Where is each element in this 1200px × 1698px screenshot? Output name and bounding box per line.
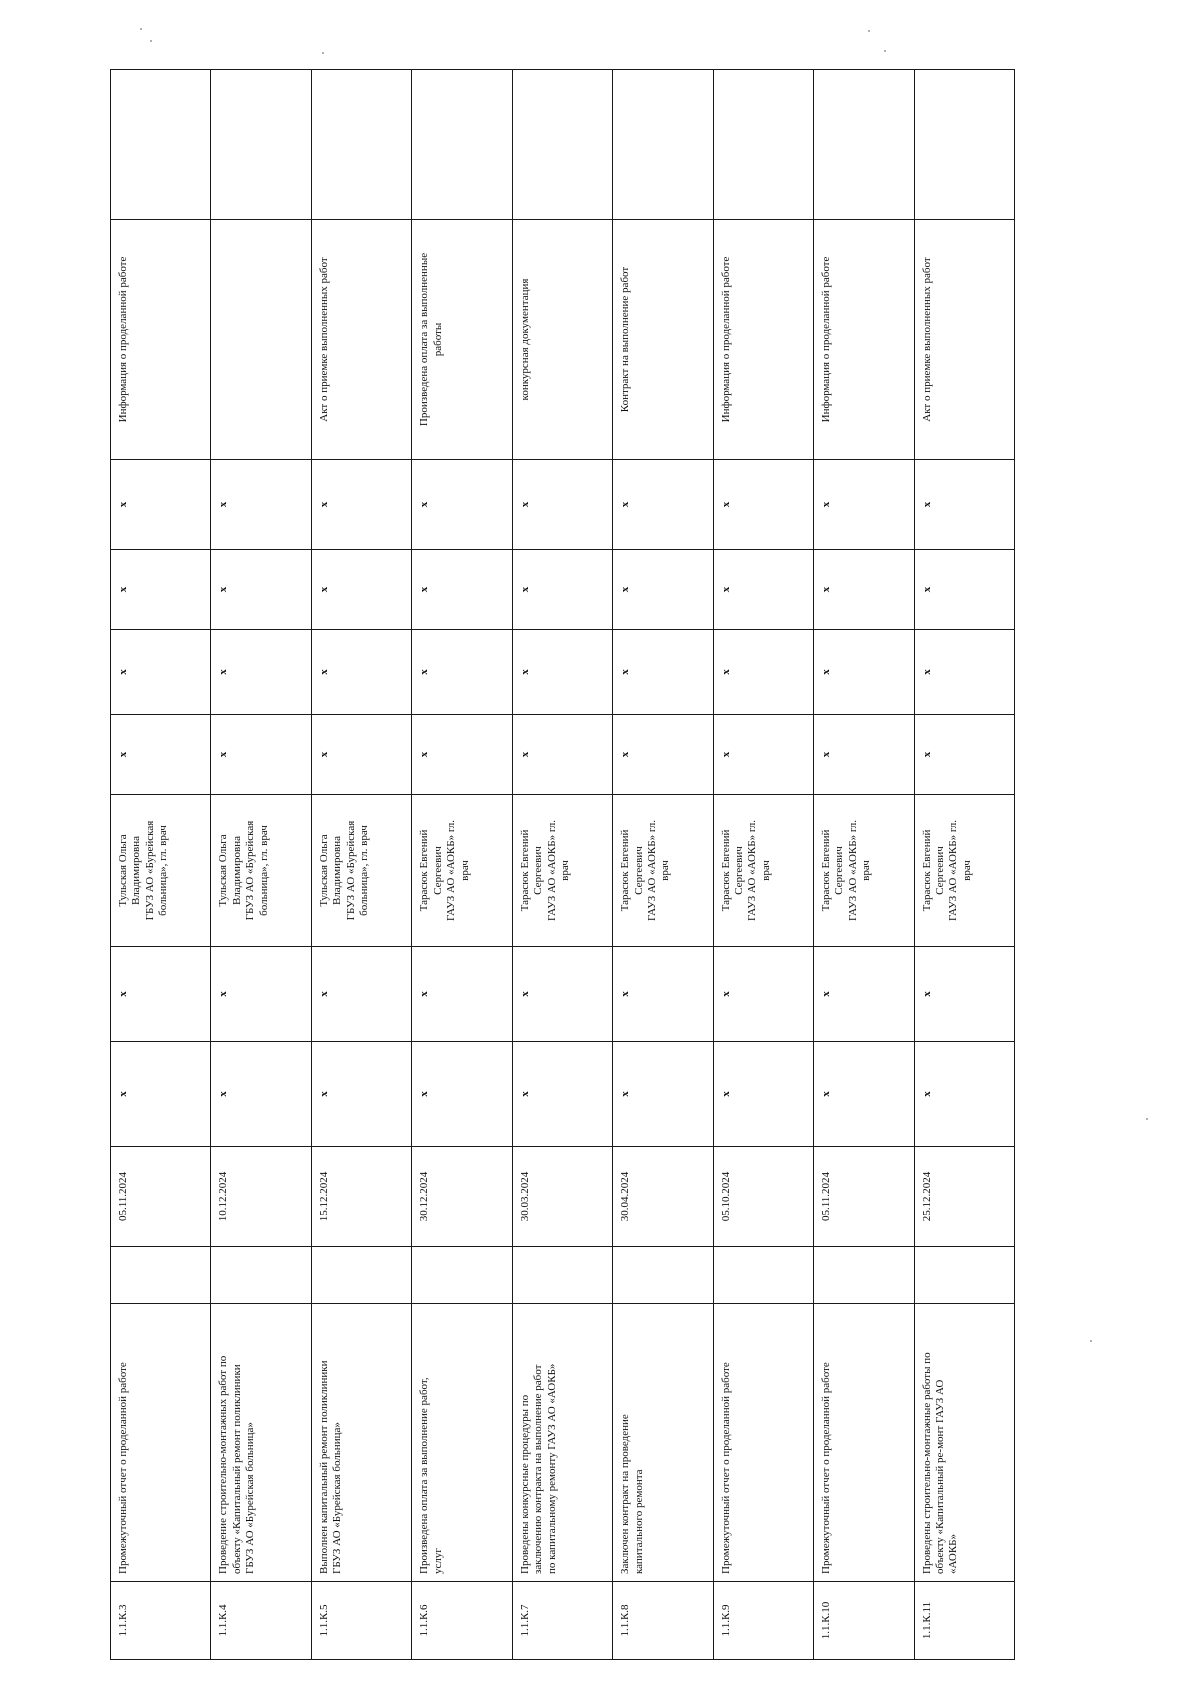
row-name-text: Промежуточный отчет о проделанной работе	[117, 1362, 129, 1574]
mark-b: х	[211, 947, 311, 1042]
row-responsible-text: Тульская Ольга Владимировна ГБУЗ АО «Бурейская больница», гл. врач	[117, 820, 170, 921]
mark-x3: х	[613, 550, 713, 630]
mark-x1: х	[111, 715, 211, 795]
row-date: 05.11.2024	[814, 1147, 914, 1247]
row-name	[211, 1304, 311, 1582]
row-responsible	[713, 795, 813, 947]
row-responsible	[512, 795, 612, 947]
row-id: 1.1.К.7	[512, 1582, 612, 1660]
table-row	[914, 70, 1015, 1660]
mark-a: х	[211, 1042, 311, 1147]
mark-x2: х	[914, 630, 1015, 715]
row-id: 1.1.К.6	[412, 1582, 512, 1660]
rotated-sheet	[110, 70, 1015, 1660]
plan-table	[110, 69, 1015, 1660]
mark-a: х	[311, 1042, 411, 1147]
mark-b: х	[311, 947, 411, 1042]
empty-cell	[914, 70, 1015, 220]
row-responsible	[211, 795, 311, 947]
row-date: 30.03.2024	[512, 1147, 612, 1247]
mark-x3: х	[311, 550, 411, 630]
row-name-text: Промежуточный отчет о проделанной работе	[820, 1362, 833, 1574]
mark-x2: х	[713, 630, 813, 715]
mark-x4: х	[613, 460, 713, 550]
scan-speck	[1090, 1340, 1092, 1342]
row-responsible-text: Тульская Ольга Владимировна ГБУЗ АО «Бурейская больница», гл. врач	[317, 820, 371, 921]
mark-x1: х	[311, 715, 411, 795]
scanned-page	[110, 70, 1015, 1660]
row-document-text: Произведена оплата за выполненные работы	[418, 252, 444, 427]
table-row	[512, 70, 612, 1660]
row-id: 1.1.К.4	[211, 1582, 311, 1660]
row-name-text: Заключен контракт на проведение капитального ремонта	[619, 1414, 645, 1574]
row-id: 1.1.К.5	[311, 1582, 411, 1660]
mark-x1: х	[211, 715, 311, 795]
row-responsible-text: Тарасюк Евгений Сергеевич ГАУЗ АО «АОКБ» гл. врач	[920, 819, 973, 922]
mark-b: х	[914, 947, 1015, 1042]
empty-cell	[914, 1247, 1015, 1304]
row-document-text: Информация о проделанной работе	[719, 256, 732, 423]
mark-a: х	[613, 1042, 713, 1147]
empty-cell	[814, 1247, 914, 1304]
row-date: 15.12.2024	[311, 1147, 411, 1247]
row-name-text: Проведены строительно-монтажные работы по объекту «Капитальный ре-монт ГАУЗ АО «АОКБ»	[920, 1352, 960, 1574]
row-name-text: Произведена оплата за выполнение работ, услуг	[418, 1377, 444, 1574]
table-row	[613, 70, 713, 1660]
mark-x4: х	[311, 460, 411, 550]
row-responsible	[311, 795, 411, 947]
table-row	[111, 70, 211, 1660]
row-name	[512, 1304, 612, 1582]
empty-cell	[111, 70, 211, 220]
mark-x4: х	[412, 460, 512, 550]
row-responsible-text: Тарасюк Евгений Сергеевич ГАУЗ АО «АОКБ» гл. врач	[619, 819, 672, 922]
empty-cell	[111, 1247, 211, 1304]
row-document-text: Информация о проделанной работе	[117, 256, 129, 423]
empty-cell	[311, 70, 411, 220]
empty-cell	[512, 70, 612, 220]
mark-b: х	[512, 947, 612, 1042]
row-document-text: Информация о проделанной работе	[820, 256, 833, 423]
row-date: 30.12.2024	[412, 1147, 512, 1247]
table-row	[211, 70, 311, 1660]
row-responsible	[814, 795, 914, 947]
row-responsible	[914, 795, 1015, 947]
row-name-text: Проведение строительно-монтажных работ по объекту «Капитальный ремонт поликлиники ГБУЗ АО «Бурейская больница»	[217, 1355, 257, 1574]
row-name	[814, 1304, 914, 1582]
empty-cell	[412, 70, 512, 220]
row-id: 1.1.К.8	[613, 1582, 713, 1660]
row-name-text: Выполнен капитальный ремонт поликлиники ГБУЗ АО «Бурейская больница»	[317, 1360, 344, 1574]
row-document-text: Акт о приемке выполненных работ	[317, 257, 330, 422]
mark-x3: х	[211, 550, 311, 630]
empty-cell	[613, 70, 713, 220]
mark-x4: х	[111, 460, 211, 550]
row-name	[914, 1304, 1015, 1582]
mark-x3: х	[914, 550, 1015, 630]
mark-x3: х	[814, 550, 914, 630]
row-name	[713, 1304, 813, 1582]
mark-x4: х	[814, 460, 914, 550]
mark-b: х	[713, 947, 813, 1042]
row-document-text: Акт о приемке выполненных работ	[920, 257, 933, 422]
row-responsible-text: Тарасюк Евгений Сергеевич ГАУЗ АО «АОКБ» гл. врач	[418, 819, 471, 922]
mark-x4: х	[914, 460, 1015, 550]
row-responsible	[613, 795, 713, 947]
empty-cell	[311, 1247, 411, 1304]
row-id: 1.1.К.9	[713, 1582, 813, 1660]
scan-speck	[884, 50, 886, 52]
row-document	[111, 220, 211, 460]
row-name	[311, 1304, 411, 1582]
scan-speck	[150, 40, 152, 42]
mark-x3: х	[512, 550, 612, 630]
mark-x1: х	[412, 715, 512, 795]
empty-cell	[814, 70, 914, 220]
mark-x3: х	[412, 550, 512, 630]
row-date: 05.11.2024	[111, 1147, 211, 1247]
row-id: 1.1.К.11	[914, 1582, 1015, 1660]
scan-speck	[1146, 1118, 1148, 1120]
row-document	[613, 220, 713, 460]
row-date: 10.12.2024	[211, 1147, 311, 1247]
mark-b: х	[613, 947, 713, 1042]
table-row	[311, 70, 411, 1660]
row-document	[713, 220, 813, 460]
empty-cell	[211, 1247, 311, 1304]
empty-cell	[713, 1247, 813, 1304]
mark-x2: х	[412, 630, 512, 715]
row-date: 30.04.2024	[613, 1147, 713, 1247]
mark-x4: х	[512, 460, 612, 550]
mark-x4: х	[713, 460, 813, 550]
table-row	[814, 70, 914, 1660]
row-name-text: Промежуточный отчет о проделанной работе	[719, 1362, 732, 1574]
row-responsible-text: Тарасюк Евгений Сергеевич ГАУЗ АО «АОКБ» гл. врач	[518, 819, 571, 922]
row-name	[111, 1304, 211, 1582]
mark-x1: х	[613, 715, 713, 795]
row-name	[613, 1304, 713, 1582]
mark-x2: х	[512, 630, 612, 715]
table-row	[713, 70, 813, 1660]
row-document	[914, 220, 1015, 460]
mark-a: х	[111, 1042, 211, 1147]
table-row	[412, 70, 512, 1660]
row-responsible	[412, 795, 512, 947]
scan-speck	[868, 30, 870, 32]
mark-x2: х	[211, 630, 311, 715]
empty-cell	[613, 1247, 713, 1304]
mark-x2: х	[311, 630, 411, 715]
mark-a: х	[512, 1042, 612, 1147]
row-id: 1.1.К.3	[111, 1582, 211, 1660]
mark-x2: х	[111, 630, 211, 715]
mark-a: х	[914, 1042, 1015, 1147]
row-document-text: конкурсная документация	[518, 278, 531, 401]
mark-b: х	[111, 947, 211, 1042]
mark-x1: х	[713, 715, 813, 795]
row-document	[412, 220, 512, 460]
empty-cell	[412, 1247, 512, 1304]
mark-x3: х	[111, 550, 211, 630]
mark-b: х	[412, 947, 512, 1042]
mark-b: х	[814, 947, 914, 1042]
mark-x2: х	[613, 630, 713, 715]
row-name	[412, 1304, 512, 1582]
row-responsible	[111, 795, 211, 947]
row-document	[311, 220, 411, 460]
mark-x1: х	[914, 715, 1015, 795]
scan-speck	[140, 28, 142, 30]
mark-a: х	[814, 1042, 914, 1147]
row-document	[211, 220, 311, 460]
row-date: 25.12.2024	[914, 1147, 1015, 1247]
empty-cell	[512, 1247, 612, 1304]
empty-cell	[713, 70, 813, 220]
row-id: 1.1.К.10	[814, 1582, 914, 1660]
row-document	[814, 220, 914, 460]
row-document-text: Контракт на выполнение работ	[619, 266, 632, 413]
row-document	[512, 220, 612, 460]
row-responsible-text: Тарасюк Евгений Сергеевич ГАУЗ АО «АОКБ» гл. врач	[820, 819, 873, 922]
row-date: 05.10.2024	[713, 1147, 813, 1247]
mark-x1: х	[512, 715, 612, 795]
row-name-text: Проведены конкурсные процедуры по заключению контракта на выполнение работ по капитальному ремонту ГАУЗ АО «АОКБ»	[518, 1363, 558, 1574]
empty-cell	[211, 70, 311, 220]
mark-x1: х	[814, 715, 914, 795]
mark-x3: х	[713, 550, 813, 630]
row-responsible-text: Тульская Ольга Владимировна ГБУЗ АО «Бурейская больница», гл. врач	[217, 820, 270, 921]
row-responsible-text: Тарасюк Евгений Сергеевич ГАУЗ АО «АОКБ» гл. врач	[719, 819, 772, 922]
mark-x4: х	[211, 460, 311, 550]
scan-speck	[322, 52, 324, 54]
mark-x2: х	[814, 630, 914, 715]
mark-a: х	[412, 1042, 512, 1147]
mark-a: х	[713, 1042, 813, 1147]
